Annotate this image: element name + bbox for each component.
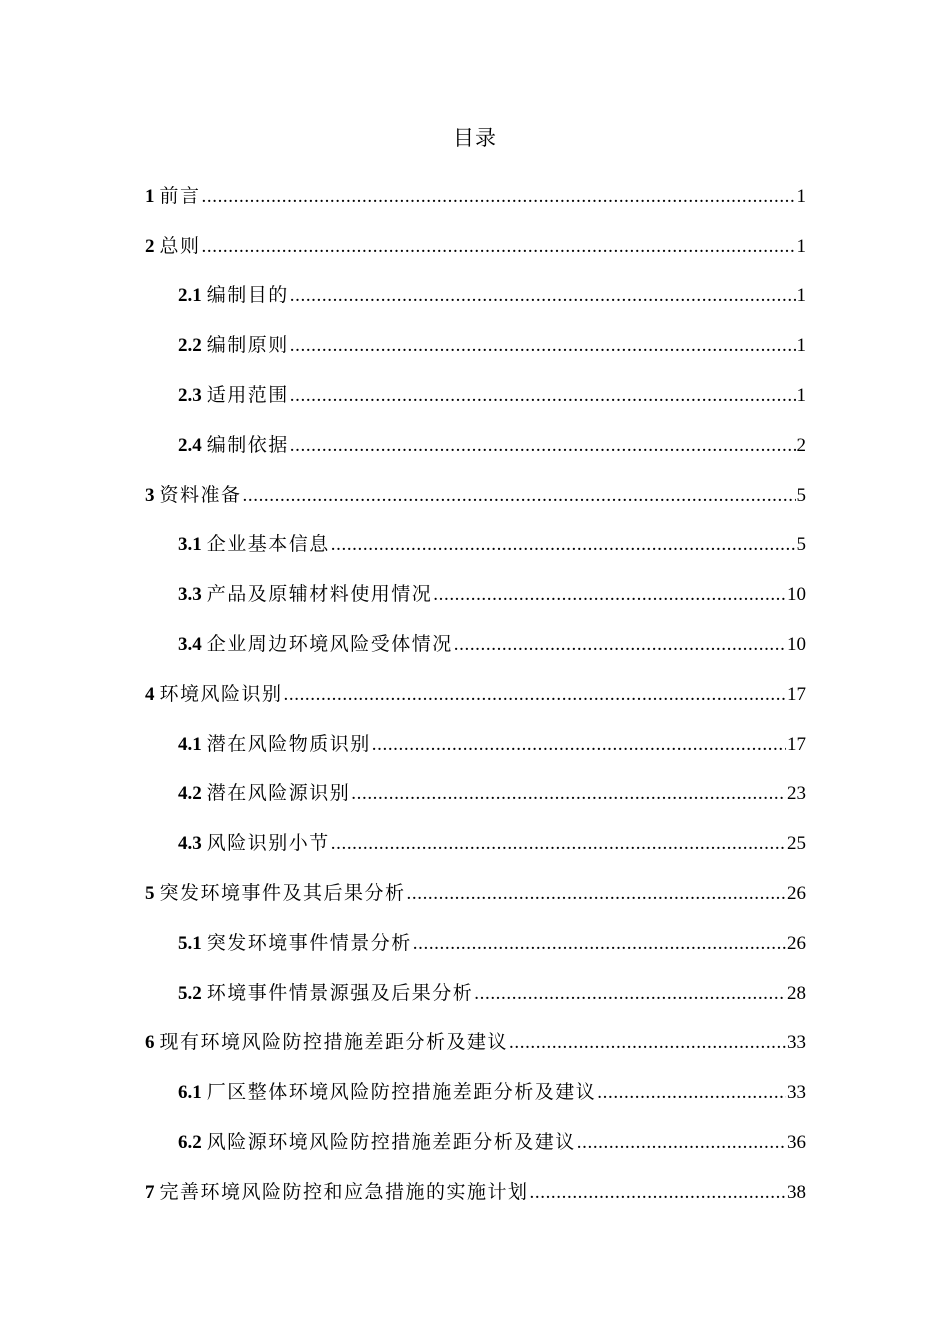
toc-entry[interactable]: [0, 1168, 806, 1218]
toc-entry-page-number: 1: [796, 185, 806, 207]
toc-title: 目录: [453, 126, 497, 150]
toc-entry[interactable]: [0, 570, 806, 620]
toc-entry-page-number: 10: [787, 634, 806, 656]
toc-entry-title: 编制依据: [206, 434, 289, 456]
toc-entry-page-number: 5: [796, 484, 806, 506]
toc-entry-number: 4.1: [178, 733, 202, 755]
toc-entry[interactable]: [0, 321, 806, 371]
toc-dot-leader: [331, 828, 786, 860]
toc-entry-page-number: 2: [796, 434, 806, 456]
toc-entry[interactable]: [0, 1118, 806, 1168]
toc-entry-title: 潜在风险源识别: [206, 783, 351, 805]
toc-dot-leader: [577, 1127, 786, 1159]
toc-entry-page-number: 1: [796, 235, 806, 257]
toc-entry-page-number: 17: [787, 733, 806, 755]
toc-dot-leader: [372, 729, 786, 761]
toc-entry[interactable]: [0, 521, 806, 571]
toc-dot-leader: [509, 1027, 786, 1059]
toc-entry[interactable]: [0, 371, 806, 421]
toc-dot-leader: [290, 380, 796, 412]
toc-entry[interactable]: [0, 819, 806, 869]
toc-dot-leader: [474, 978, 786, 1010]
toc-entry[interactable]: [0, 1068, 806, 1118]
toc-entry-title: 编制目的: [206, 285, 289, 307]
toc-entry[interactable]: [0, 869, 806, 919]
toc-entry-number: 3.4: [178, 634, 202, 656]
toc-dot-leader: [284, 679, 786, 711]
toc-entry-number: 2.1: [178, 285, 202, 307]
toc-dot-leader: [433, 579, 786, 611]
toc-dot-leader: [202, 181, 796, 213]
toc-entry-page-number: 33: [787, 1082, 806, 1104]
toc-entry-page-number: 5: [796, 534, 806, 556]
toc-dot-leader: [597, 1077, 786, 1109]
toc-entry[interactable]: [0, 172, 806, 222]
toc-entry-title: 潜在风险物质识别: [206, 733, 371, 755]
toc-entry[interactable]: [0, 919, 806, 969]
toc-entry-title: 环境事件情景源强及后果分析: [206, 982, 474, 1004]
toc-entry-page-number: 23: [787, 783, 806, 805]
toc-dot-leader: [290, 430, 796, 462]
toc-entry-number: 4.2: [178, 783, 202, 805]
toc-entry-number: 3: [145, 484, 155, 506]
toc-entry-number: 2.3: [178, 385, 202, 407]
toc-entry-page-number: 17: [787, 683, 806, 705]
toc-entry-number: 5.2: [178, 982, 202, 1004]
toc-dot-leader: [413, 928, 786, 960]
toc-entry-number: 3.1: [178, 534, 202, 556]
toc-entry[interactable]: [0, 471, 806, 521]
table-of-contents: [0, 172, 950, 1218]
toc-entry-title: 现有环境风险防控措施差距分析及建议: [159, 1032, 509, 1054]
toc-entry-title: 产品及原辅材料使用情况: [206, 584, 433, 606]
toc-entry-number: 5.1: [178, 932, 202, 954]
toc-entry[interactable]: [0, 222, 806, 272]
toc-entry-page-number: 33: [787, 1032, 806, 1054]
toc-dot-leader: [202, 231, 796, 263]
toc-entry[interactable]: [0, 720, 806, 770]
toc-dot-leader: [290, 280, 796, 312]
toc-dot-leader: [530, 1177, 786, 1209]
toc-entry-number: 3.3: [178, 584, 202, 606]
toc-entry-title: 前言: [159, 185, 201, 207]
toc-entry-page-number: 10: [787, 584, 806, 606]
toc-entry[interactable]: [0, 421, 806, 471]
toc-entry-title: 突发环境事件及其后果分析: [159, 883, 406, 905]
toc-entry-page-number: 1: [796, 335, 806, 357]
toc-entry-number: 5: [145, 883, 155, 905]
toc-entry-title: 企业周边环境风险受体情况: [206, 634, 453, 656]
toc-dot-leader: [454, 629, 786, 661]
toc-entry-number: 4: [145, 683, 155, 705]
toc-entry-page-number: 25: [787, 833, 806, 855]
toc-dot-leader: [351, 778, 786, 810]
toc-entry-title: 突发环境事件情景分析: [206, 932, 412, 954]
toc-entry-page-number: 28: [787, 982, 806, 1004]
toc-entry-title: 资料准备: [159, 484, 242, 506]
toc-entry-title: 完善环境风险防控和应急措施的实施计划: [159, 1181, 529, 1203]
toc-entry-number: 2.2: [178, 335, 202, 357]
toc-entry-number: 1: [145, 185, 155, 207]
toc-entry[interactable]: [0, 670, 806, 720]
toc-entry-number: 2: [145, 235, 155, 257]
toc-dot-leader: [407, 878, 786, 910]
toc-entry-page-number: 38: [787, 1181, 806, 1203]
toc-entry-title: 风险识别小节: [206, 833, 330, 855]
toc-dot-leader: [331, 529, 796, 561]
toc-dot-leader: [290, 330, 796, 362]
toc-entry[interactable]: [0, 272, 806, 322]
toc-entry-title: 企业基本信息: [206, 534, 330, 556]
toc-entry-number: 7: [145, 1181, 155, 1203]
toc-entry-number: 6: [145, 1032, 155, 1054]
toc-entry[interactable]: [0, 1019, 806, 1069]
toc-entry-title: 总则: [159, 235, 201, 257]
toc-entry-title: 环境风险识别: [159, 683, 283, 705]
toc-entry-title: 厂区整体环境风险防控措施差距分析及建议: [206, 1082, 597, 1104]
toc-entry-number: 2.4: [178, 434, 202, 456]
toc-entry-page-number: 36: [787, 1132, 806, 1154]
toc-entry-page-number: 1: [796, 385, 806, 407]
toc-entry-number: 4.3: [178, 833, 202, 855]
toc-entry[interactable]: [0, 620, 806, 670]
toc-entry-page-number: 1: [796, 285, 806, 307]
toc-entry-title: 编制原则: [206, 335, 289, 357]
toc-entry[interactable]: [0, 969, 806, 1019]
toc-dot-leader: [243, 480, 796, 512]
toc-entry-page-number: 26: [787, 883, 806, 905]
toc-entry[interactable]: [0, 770, 806, 820]
toc-entry-number: 6.1: [178, 1082, 202, 1104]
toc-entry-number: 6.2: [178, 1132, 202, 1154]
toc-entry-title: 适用范围: [206, 385, 289, 407]
toc-entry-title: 风险源环境风险防控措施差距分析及建议: [206, 1132, 576, 1154]
toc-entry-page-number: 26: [787, 932, 806, 954]
